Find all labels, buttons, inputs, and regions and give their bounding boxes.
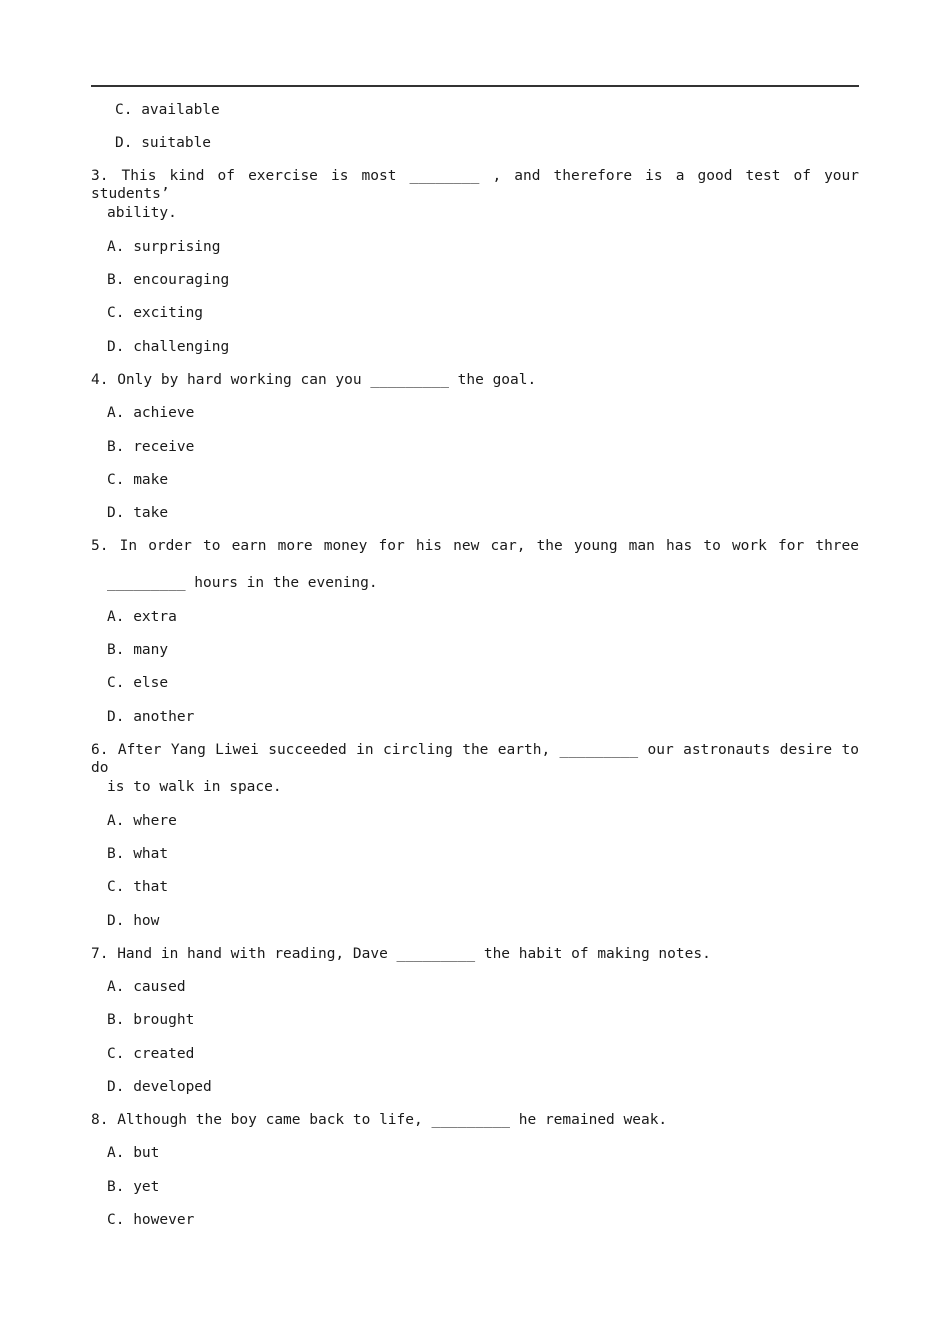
q6-option-c: C. that [107, 879, 169, 895]
q5-option-c: C. else [107, 675, 169, 691]
q3-option-b: B. encouraging [107, 272, 230, 288]
question-6-stem-cont: is to walk in space. [107, 779, 282, 795]
q6-option-a: A. where [107, 813, 177, 829]
q7-option-c: C. created [107, 1046, 195, 1062]
q7-option-a: A. caused [107, 979, 186, 995]
question-5-stem-cont: _________ hours in the evening. [107, 575, 378, 591]
q8-option-a: A. but [107, 1145, 160, 1161]
question-7-stem: 7. Hand in hand with reading, Dave _________ the habit of making notes. [91, 946, 711, 962]
q8-option-c: C. however [107, 1212, 195, 1228]
q8-option-b: B. yet [107, 1179, 160, 1195]
question-3-stem-cont: ability. [107, 205, 177, 221]
header-rule [91, 85, 859, 87]
question-6-stem: 6. After Yang Liwei succeeded in circling the earth, _________ our astronauts desire to do [91, 742, 859, 776]
question-8-stem: 8. Although the boy came back to life, _________ he remained weak. [91, 1112, 668, 1128]
q6-option-d: D. how [107, 913, 160, 929]
q7-option-b: B. brought [107, 1012, 195, 1028]
question-3-stem: 3. This kind of exercise is most ________ , and therefore is a good test of your students’ [91, 168, 859, 202]
q4-option-a: A. achieve [107, 405, 195, 421]
q3-option-d: D. challenging [107, 339, 230, 355]
q6-option-b: B. what [107, 846, 169, 862]
q5-option-d: D. another [107, 709, 195, 725]
q7-option-d: D. developed [107, 1079, 212, 1095]
q5-option-a: A. extra [107, 609, 177, 625]
q4-option-b: B. receive [107, 439, 195, 455]
option-prev-c: C. available [115, 102, 220, 118]
question-5-stem: 5. In order to earn more money for his new car, the young man has to work for three [91, 538, 859, 554]
option-prev-d: D. suitable [115, 135, 212, 151]
q3-option-c: C. exciting [107, 305, 204, 321]
question-4-stem: 4. Only by hard working can you _________ the goal. [91, 372, 537, 388]
q3-option-a: A. surprising [107, 239, 221, 255]
q5-option-b: B. many [107, 642, 169, 658]
q4-option-d: D. take [107, 505, 169, 521]
q4-option-c: C. make [107, 472, 169, 488]
